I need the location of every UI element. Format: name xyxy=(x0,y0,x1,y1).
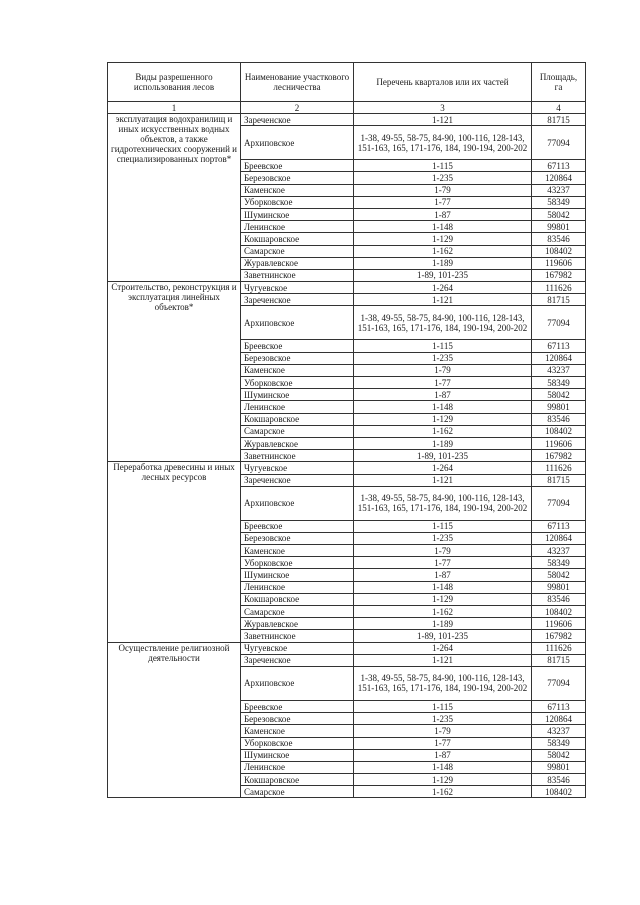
area-cell: 167982 xyxy=(532,450,586,462)
district-cell: Березовское xyxy=(241,713,354,725)
area-cell: 43237 xyxy=(532,364,586,376)
district-cell: Архиповское xyxy=(241,306,354,340)
quarters-cell: 1-189 xyxy=(354,257,532,269)
quarters-cell: 1-87 xyxy=(354,569,532,581)
quarters-cell: 1-79 xyxy=(354,364,532,376)
district-cell: Ленинское xyxy=(241,581,354,593)
area-cell: 83546 xyxy=(532,413,586,425)
district-cell: Кокшаровское xyxy=(241,413,354,425)
area-cell: 108402 xyxy=(532,606,586,618)
district-cell: Шуминское xyxy=(241,569,354,581)
district-cell: Зареченское xyxy=(241,114,354,126)
quarters-cell: 1-129 xyxy=(354,413,532,425)
area-cell: 167982 xyxy=(532,269,586,281)
forest-use-table xyxy=(107,62,586,798)
column-number: 2 xyxy=(241,102,354,114)
district-cell: Ленинское xyxy=(241,221,354,233)
area-cell: 58042 xyxy=(532,749,586,761)
quarters-cell: 1-115 xyxy=(354,700,532,712)
quarters-cell: 1-235 xyxy=(354,713,532,725)
area-cell: 77094 xyxy=(532,306,586,340)
quarters-cell: 1-38, 49-55, 58-75, 84-90, 100-116, 128-143, 151-163, 165, 171-176, 184, 190-194, 200-202 xyxy=(354,666,532,700)
quarters-cell: 1-115 xyxy=(354,160,532,172)
district-cell: Журавлевское xyxy=(241,257,354,269)
quarters-cell: 1-129 xyxy=(354,774,532,786)
quarters-cell: 1-77 xyxy=(354,737,532,749)
area-cell: 120864 xyxy=(532,352,586,364)
quarters-cell: 1-89, 101-235 xyxy=(354,450,532,462)
quarters-cell: 1-87 xyxy=(354,208,532,220)
district-cell: Зареченское xyxy=(241,474,354,486)
district-cell: Чугуевское xyxy=(241,462,354,474)
district-cell: Заветнинское xyxy=(241,269,354,281)
area-cell: 67113 xyxy=(532,520,586,532)
district-cell: Каменское xyxy=(241,364,354,376)
district-cell: Шуминское xyxy=(241,208,354,220)
area-cell: 111626 xyxy=(532,642,586,654)
district-cell: Архиповское xyxy=(241,666,354,700)
area-cell: 120864 xyxy=(532,713,586,725)
district-cell: Каменское xyxy=(241,725,354,737)
area-cell: 58042 xyxy=(532,208,586,220)
district-cell: Каменское xyxy=(241,184,354,196)
table-row xyxy=(108,462,586,474)
quarters-cell: 1-235 xyxy=(354,532,532,544)
area-cell: 167982 xyxy=(532,630,586,642)
column-numbers-row xyxy=(108,102,586,114)
district-cell: Каменское xyxy=(241,545,354,557)
district-cell: Уборковское xyxy=(241,377,354,389)
area-cell: 83546 xyxy=(532,774,586,786)
area-cell: 58042 xyxy=(532,569,586,581)
district-cell: Ленинское xyxy=(241,401,354,413)
district-cell: Зареченское xyxy=(241,654,354,666)
quarters-cell: 1-79 xyxy=(354,184,532,196)
quarters-cell: 1-121 xyxy=(354,294,532,306)
district-cell: Бреевское xyxy=(241,160,354,172)
area-cell: 77094 xyxy=(532,126,586,160)
area-cell: 58349 xyxy=(532,377,586,389)
district-cell: Архиповское xyxy=(241,126,354,160)
quarters-cell: 1-148 xyxy=(354,221,532,233)
quarters-cell: 1-235 xyxy=(354,352,532,364)
district-cell: Уборковское xyxy=(241,557,354,569)
area-cell: 58349 xyxy=(532,737,586,749)
area-cell: 83546 xyxy=(532,593,586,605)
district-cell: Ленинское xyxy=(241,761,354,773)
quarters-cell: 1-121 xyxy=(354,474,532,486)
area-cell: 43237 xyxy=(532,184,586,196)
district-cell: Березовское xyxy=(241,352,354,364)
district-cell: Шуминское xyxy=(241,389,354,401)
area-cell: 81715 xyxy=(532,474,586,486)
header-use-type: Виды разрешенного использования лесов xyxy=(108,63,241,102)
area-cell: 99801 xyxy=(532,581,586,593)
area-cell: 77094 xyxy=(532,486,586,520)
quarters-cell: 1-89, 101-235 xyxy=(354,269,532,281)
district-cell: Самарское xyxy=(241,245,354,257)
quarters-cell: 1-87 xyxy=(354,749,532,761)
table-row xyxy=(108,642,586,654)
quarters-cell: 1-77 xyxy=(354,377,532,389)
quarters-cell: 1-264 xyxy=(354,642,532,654)
area-cell: 99801 xyxy=(532,761,586,773)
area-cell: 81715 xyxy=(532,654,586,666)
quarters-cell: 1-87 xyxy=(354,389,532,401)
quarters-cell: 1-148 xyxy=(354,761,532,773)
quarters-cell: 1-162 xyxy=(354,786,532,798)
area-cell: 120864 xyxy=(532,172,586,184)
quarters-cell: 1-115 xyxy=(354,340,532,352)
area-cell: 99801 xyxy=(532,221,586,233)
use-type-cell: эксплуатация водохранилищ и иных искусственных водных объектов, а также гидротехнических сооружений и специализированных портов* xyxy=(108,114,241,282)
district-cell: Шуминское xyxy=(241,749,354,761)
district-cell: Архиповское xyxy=(241,486,354,520)
area-cell: 43237 xyxy=(532,725,586,737)
quarters-cell: 1-129 xyxy=(354,233,532,245)
area-cell: 111626 xyxy=(532,282,586,294)
district-cell: Зареченское xyxy=(241,294,354,306)
column-number: 3 xyxy=(354,102,532,114)
district-cell: Бреевское xyxy=(241,520,354,532)
quarters-cell: 1-38, 49-55, 58-75, 84-90, 100-116, 128-143, 151-163, 165, 171-176, 184, 190-194, 200-202 xyxy=(354,486,532,520)
quarters-cell: 1-121 xyxy=(354,114,532,126)
district-cell: Кокшаровское xyxy=(241,233,354,245)
area-cell: 67113 xyxy=(532,340,586,352)
header-district: Наименование участкового лесничества xyxy=(241,63,354,102)
area-cell: 108402 xyxy=(532,245,586,257)
district-cell: Березовское xyxy=(241,532,354,544)
quarters-cell: 1-264 xyxy=(354,282,532,294)
use-type-cell: Осуществление религиозной деятельности xyxy=(108,642,241,798)
quarters-cell: 1-162 xyxy=(354,606,532,618)
district-cell: Самарское xyxy=(241,786,354,798)
quarters-cell: 1-189 xyxy=(354,437,532,449)
area-cell: 108402 xyxy=(532,786,586,798)
quarters-cell: 1-77 xyxy=(354,557,532,569)
quarters-cell: 1-189 xyxy=(354,618,532,630)
quarters-cell: 1-115 xyxy=(354,520,532,532)
district-cell: Уборковское xyxy=(241,196,354,208)
district-cell: Заветнинское xyxy=(241,630,354,642)
district-cell: Самарское xyxy=(241,606,354,618)
area-cell: 119606 xyxy=(532,437,586,449)
area-cell: 67113 xyxy=(532,700,586,712)
quarters-cell: 1-162 xyxy=(354,425,532,437)
area-cell: 119606 xyxy=(532,618,586,630)
district-cell: Чугуевское xyxy=(241,642,354,654)
area-cell: 108402 xyxy=(532,425,586,437)
district-cell: Заветнинское xyxy=(241,450,354,462)
quarters-cell: 1-162 xyxy=(354,245,532,257)
district-cell: Березовское xyxy=(241,172,354,184)
column-number: 4 xyxy=(532,102,586,114)
district-cell: Уборковское xyxy=(241,737,354,749)
area-cell: 111626 xyxy=(532,462,586,474)
table-body xyxy=(108,114,586,798)
area-cell: 119606 xyxy=(532,257,586,269)
district-cell: Кокшаровское xyxy=(241,593,354,605)
use-type-cell: Переработка древесины и иных лесных ресурсов xyxy=(108,462,241,642)
quarters-cell: 1-129 xyxy=(354,593,532,605)
district-cell: Журавлевское xyxy=(241,437,354,449)
area-cell: 43237 xyxy=(532,545,586,557)
area-cell: 67113 xyxy=(532,160,586,172)
quarters-cell: 1-121 xyxy=(354,654,532,666)
district-cell: Бреевское xyxy=(241,700,354,712)
quarters-cell: 1-148 xyxy=(354,581,532,593)
area-cell: 58349 xyxy=(532,196,586,208)
header-area: Площадь, га xyxy=(532,63,586,102)
quarters-cell: 1-235 xyxy=(354,172,532,184)
quarters-cell: 1-79 xyxy=(354,545,532,557)
table-row xyxy=(108,282,586,294)
area-cell: 99801 xyxy=(532,401,586,413)
quarters-cell: 1-264 xyxy=(354,462,532,474)
district-cell: Журавлевское xyxy=(241,618,354,630)
quarters-cell: 1-38, 49-55, 58-75, 84-90, 100-116, 128-143, 151-163, 165, 171-176, 184, 190-194, 200-202 xyxy=(354,126,532,160)
quarters-cell: 1-79 xyxy=(354,725,532,737)
district-cell: Самарское xyxy=(241,425,354,437)
area-cell: 58349 xyxy=(532,557,586,569)
area-cell: 83546 xyxy=(532,233,586,245)
area-cell: 120864 xyxy=(532,532,586,544)
table-row xyxy=(108,114,586,126)
area-cell: 77094 xyxy=(532,666,586,700)
header-quarters: Перечень кварталов или их частей xyxy=(354,63,532,102)
quarters-cell: 1-148 xyxy=(354,401,532,413)
district-cell: Чугуевское xyxy=(241,282,354,294)
quarters-cell: 1-38, 49-55, 58-75, 84-90, 100-116, 128-143, 151-163, 165, 171-176, 184, 190-194, 200-202 xyxy=(354,306,532,340)
area-cell: 81715 xyxy=(532,294,586,306)
quarters-cell: 1-89, 101-235 xyxy=(354,630,532,642)
quarters-cell: 1-77 xyxy=(354,196,532,208)
area-cell: 81715 xyxy=(532,114,586,126)
area-cell: 58042 xyxy=(532,389,586,401)
district-cell: Кокшаровское xyxy=(241,774,354,786)
column-number: 1 xyxy=(108,102,241,114)
district-cell: Бреевское xyxy=(241,340,354,352)
use-type-cell: Строительство, реконструкция и эксплуатация линейных объектов* xyxy=(108,282,241,462)
